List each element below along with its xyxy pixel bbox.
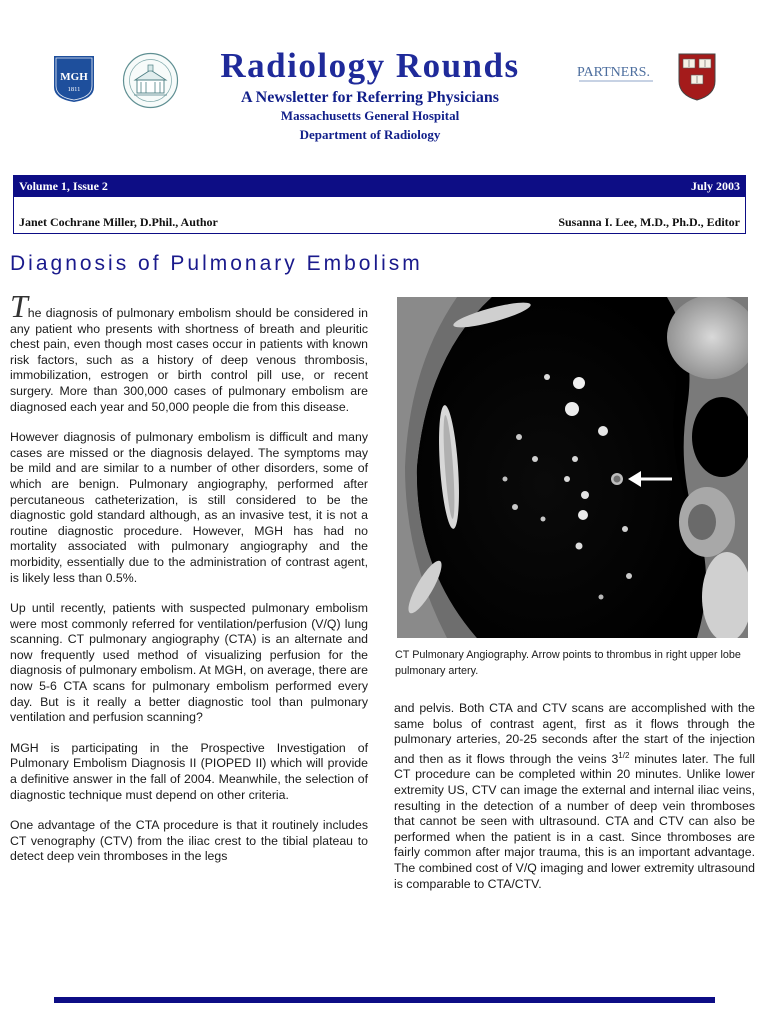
mgh-logo-text: MGH	[60, 71, 88, 83]
mgh-logo-year: 1811	[67, 86, 81, 93]
issue-date: July 2003	[690, 179, 740, 193]
mgh-logo	[53, 55, 95, 103]
partners-logo-text: PARTNERS.	[577, 65, 650, 80]
image-caption: CT Pulmonary Angiography. Arrow points to thrombus in right upper lobe pulmonary artery.	[395, 649, 741, 677]
paragraph-4: MGH is participating in the Prospective Investigation of Pulmonary Embolism Diagnosis II (PIOPED II) which will provide a definitive answer in the fall of 2004. Meanwhile, the selection of diagnostic technique must depend on other criteria.	[10, 740, 368, 802]
author-credit: Janet Cochrane Miller, D.Phil., Author	[19, 215, 218, 229]
partners-logo	[577, 62, 659, 86]
paragraph-1	[10, 288, 368, 415]
hospital-seal-logo	[122, 52, 179, 109]
right-column	[394, 701, 755, 907]
editor-credit: Susanna I. Lee, M.D., Ph.D., Editor	[558, 215, 740, 229]
right-paragraph	[394, 701, 755, 892]
left-column	[10, 288, 368, 880]
paragraph-5: One advantage of the CTA procedure is that it routinely includes CT venography (CTV) from the iliac crest to the tibial plateau to detect deep vein thromboses in the legs	[10, 818, 368, 864]
department-name: Department of Radiology	[299, 127, 441, 142]
drop-cap: T	[10, 288, 28, 324]
harvard-shield-logo	[678, 53, 716, 101]
right-paragraph-text-a: and pelvis. Both CTA and CTV scans are accomplished with the same bolus of contrast agent, first as it flows through the pulmonary arteries, 20-25 seconds after the start of the injection and then as it flows through the veins 3	[394, 701, 755, 766]
article-headline: Diagnosis of Pulmonary Embolism	[10, 252, 423, 275]
volume-issue: Volume 1, Issue 2	[19, 179, 108, 193]
paragraph-3: Up until recently, patients with suspected pulmonary embolism were most commonly referred for ventilation/perfusion (V/Q) lung scanning. CT pulmonary angiography (CTA) is an alternate and now frequently used method of visualizing perfusion for the diagnosis of pulmonary embolism. At MGH, on average, there are now 5-6 CTA scans for pulmonary embolism performed every day. But is it really a better diagnostic tool than pulmonary ventilation and perfusion scanning?	[10, 601, 368, 725]
newsletter-title: Radiology Rounds	[220, 46, 520, 85]
right-paragraph-text-b: minutes later. The full CT procedure can be completed within 20 minutes. Unlike lower extremity US, CTV can image the external and internal iliac veins, resulting in the detection of a number of deep vein thromboses that cannot be seen with ultrasound. CTA and CTV can also be performed when the patient is in a cast. Since thromboses are fairly common after major trauma, this is an important advantage. The combined cost of V/Q imaging and lower extremity ultrasound is comparable to CTA/CTV.	[394, 751, 755, 891]
paragraph-2: However diagnosis of pulmonary embolism is difficult and many cases are missed or the diagnosis delayed. The symptoms may be mild and are similar to a number of other disorders, some of which are benign. Pulmonary angiography, performed after percutaneous catheterization, is still considered to be the diagnostic gold standard although, as an invasive test, it is not a routine diagnostic procedure. However, MGH has had no mortality associated with pulmonary angiography and the morbidity, essentially due to the administration of contrast agent, is likely less than 0.5%.	[10, 430, 368, 585]
ct-angiography-image	[397, 297, 748, 638]
newsletter-subtitle: A Newsletter for Referring Physicians	[240, 89, 499, 106]
footer-rule	[54, 997, 715, 1003]
hospital-name: Massachusetts General Hospital	[280, 108, 460, 123]
issue-info-bar	[13, 175, 746, 197]
paragraph-1-text: he diagnosis of pulmonary embolism should be considered in any patient who presents with shortness of breath and pleuritic chest pain, even though most cases occur in patients with known risk factors, such as a history of deep venous thrombosis, immobilization, estrogen or birth control pill use, or recent surgery. More than 300,000 cases of pulmonary embolism are diagnosed each year and 50,000 people die from this disease.	[10, 306, 368, 414]
fraction-superscript: 1/2	[618, 750, 630, 760]
